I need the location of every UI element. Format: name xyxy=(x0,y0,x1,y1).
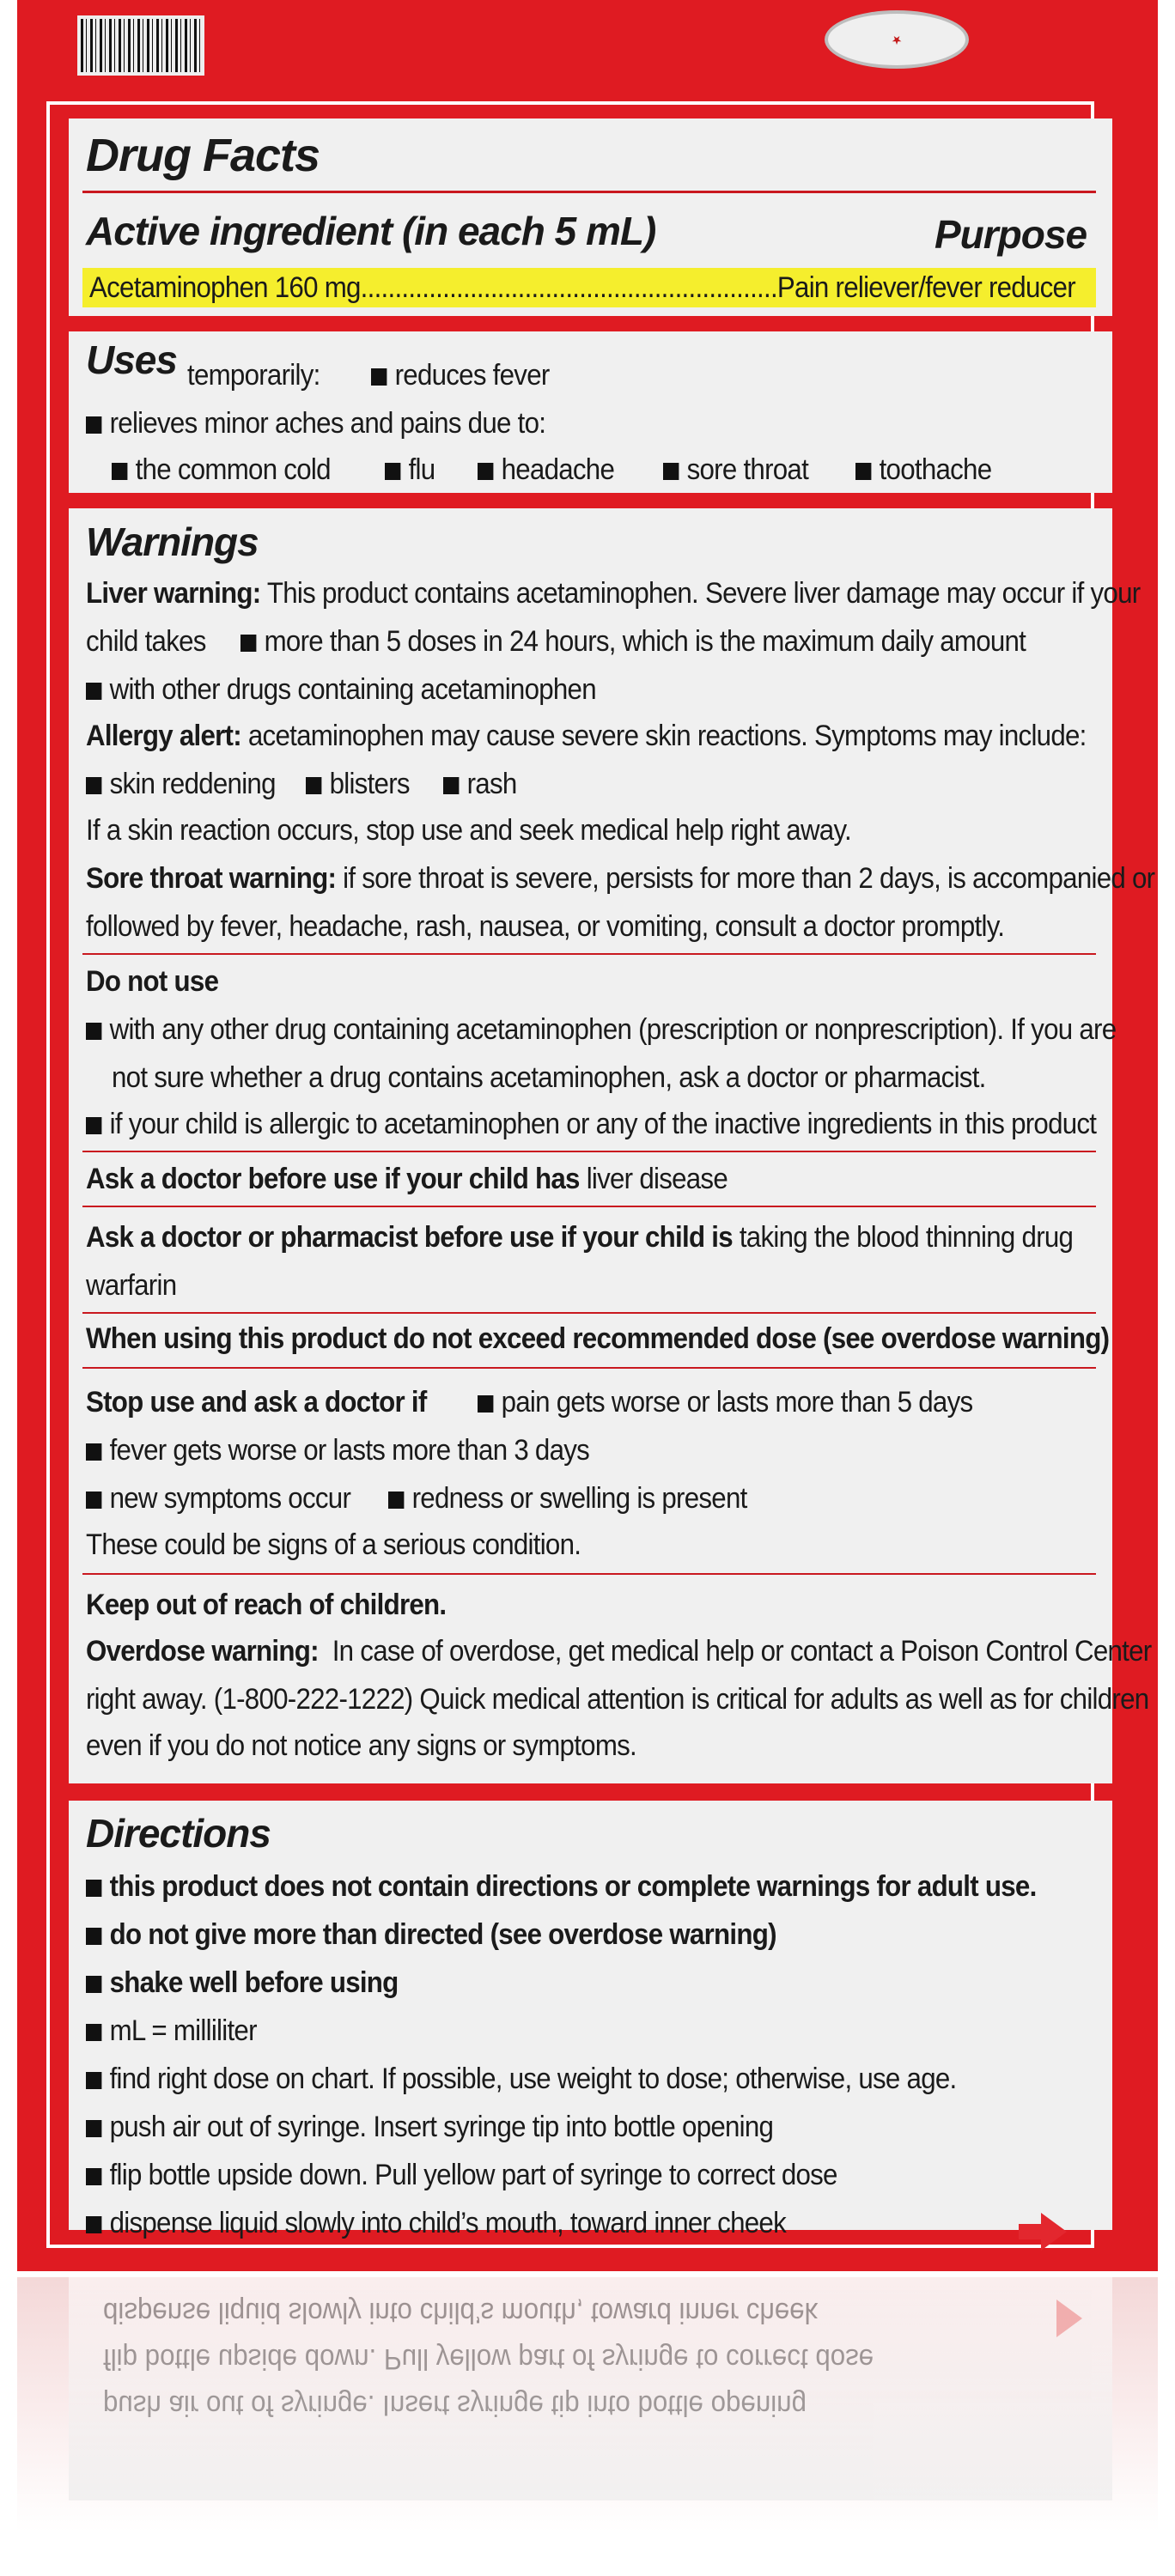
bullet-icon xyxy=(86,1492,101,1509)
section-divider xyxy=(82,1367,1096,1369)
directions-item: mL = milliliter xyxy=(86,2014,257,2048)
ask-pharmacist: Ask a doctor or pharmacist before use if your child is taking the blood thinning drug xyxy=(86,1221,1074,1254)
bullet-icon xyxy=(86,2168,101,2185)
liver-warning-cont: child takes xyxy=(86,625,206,658)
sore-throat-warning: Sore throat warning: if sore throat is severe, persists for more than 2 days, is accompanied or xyxy=(86,862,1155,895)
section-divider xyxy=(82,1206,1096,1207)
bullet-icon xyxy=(371,368,387,386)
bullet-icon xyxy=(86,683,101,700)
bullet-icon xyxy=(86,2120,101,2137)
section-divider xyxy=(82,953,1096,955)
bullet-icon xyxy=(855,463,871,480)
allergy-after: If a skin reaction occurs, stop use and seek medical help right away. xyxy=(86,814,852,847)
bullet-icon xyxy=(86,1880,101,1897)
section-divider xyxy=(82,1151,1096,1152)
active-ingredient-heading: Active ingredient (in each 5 mL) xyxy=(86,209,656,253)
when-using: When using this product do not exceed recommended dose (see overdose warning) xyxy=(86,1322,1110,1355)
allergy-alert: Allergy alert: acetaminophen may cause severe skin reactions. Symptoms may include: xyxy=(86,720,1087,752)
title-rule xyxy=(82,191,1096,193)
overdose-cont-1: right away. (1-800-222-1222) Quick medical attention is critical for adults as well as for children xyxy=(86,1683,1149,1716)
stop-bullet-4: redness or swelling is present xyxy=(388,1482,747,1516)
bullet-icon xyxy=(86,1976,101,1993)
directions-item: push air out of syringe. Insert syringe tip into bottle opening xyxy=(86,2111,773,2144)
uses-condition: sore throat xyxy=(663,453,808,487)
seal-badge: ★ xyxy=(825,10,969,69)
box-top-flap xyxy=(34,0,1141,76)
reflection-line: dispense liquid slowly into child’s mouth, toward inner cheek xyxy=(103,2296,819,2329)
bullet-icon xyxy=(443,777,459,794)
reflection-arrow-icon xyxy=(1056,2300,1082,2337)
reflection-panel xyxy=(69,2277,1112,2500)
liver-bullet-2: with other drugs containing acetaminophen xyxy=(86,673,596,707)
continue-arrow-icon xyxy=(1019,2224,1043,2239)
bullet-icon xyxy=(86,2216,101,2233)
uses-title: Uses xyxy=(86,337,177,382)
bullet-icon xyxy=(478,1395,493,1413)
allergy-item: skin reddening xyxy=(86,768,276,801)
warnings-title: Warnings xyxy=(86,519,259,564)
do-not-use-bullet-2: if your child is allergic to acetaminophen or any of the inactive ingredients in this product xyxy=(86,1108,1096,1141)
bullet-icon xyxy=(86,2072,101,2089)
uses-condition: headache xyxy=(478,453,614,487)
stop-bullet-1: pain gets worse or lasts more than 5 days xyxy=(478,1386,972,1419)
directions-bold-item: do not give more than directed (see overdose warning) xyxy=(86,1918,776,1952)
stop-use-title: Stop use and ask a doctor if xyxy=(86,1386,427,1419)
stop-bullet-2: fever gets worse or lasts more than 3 days xyxy=(86,1434,589,1467)
reflection-line: flip bottle upside down. Pull yellow part of syringe to correct dose xyxy=(103,2342,874,2375)
uses-condition: the common cold xyxy=(112,453,331,487)
uses-item-2: relieves minor aches and pains due to: xyxy=(86,407,545,440)
uses-condition: toothache xyxy=(855,453,991,487)
do-not-use-title: Do not use xyxy=(86,965,219,998)
uses-item-1: reduces fever xyxy=(371,359,550,392)
surface-reflection xyxy=(17,2277,1158,2576)
bullet-icon xyxy=(86,416,101,434)
reflection-line: push air out of syringe. Insert syringe tip into bottle opening xyxy=(103,2389,807,2421)
bullet-icon xyxy=(86,1023,101,1040)
ask-pharmacist-cont: warfarin xyxy=(86,1269,177,1302)
allergy-item: rash xyxy=(443,768,517,801)
bullet-icon xyxy=(478,463,493,480)
sore-throat-cont: followed by fever, headache, rash, nausea, or vomiting, consult a doctor promptly. xyxy=(86,910,1005,943)
directions-item: flip bottle upside down. Pull yellow part of syringe to correct dose xyxy=(86,2159,837,2192)
keep-out-of-reach: Keep out of reach of children. xyxy=(86,1589,447,1621)
bullet-icon xyxy=(86,777,101,794)
bullet-icon xyxy=(388,1492,404,1509)
directions-item: dispense liquid slowly into child’s mouth, toward inner cheek xyxy=(86,2207,786,2240)
bullet-icon xyxy=(240,635,256,652)
bullet-icon xyxy=(86,1928,101,1945)
drug-facts-title: Drug Facts xyxy=(86,130,320,181)
uses-intro: temporarily: xyxy=(187,359,320,392)
overdose-cont-2: even if you do not notice any signs or symptoms. xyxy=(86,1729,637,1762)
directions-item: find right dose on chart. If possible, use weight to dose; otherwise, use age. xyxy=(86,2063,956,2096)
allergy-item: blisters xyxy=(306,768,410,801)
bullet-icon xyxy=(86,1117,101,1134)
overdose-warning: Overdose warning: In case of overdose, get medical help or contact a Poison Control Center xyxy=(86,1635,1152,1668)
bullet-icon xyxy=(385,463,400,480)
bullet-icon xyxy=(112,463,127,480)
bullet-icon xyxy=(306,777,321,794)
bullet-icon xyxy=(86,1443,101,1461)
section-divider xyxy=(82,1312,1096,1314)
barcode xyxy=(77,15,204,76)
purpose-heading: Purpose xyxy=(935,212,1087,257)
do-not-use-bullet-1-cont: not sure whether a drug contains acetaminophen, ask a doctor or pharmacist. xyxy=(112,1061,986,1094)
directions-bold-item: shake well before using xyxy=(86,1966,399,2000)
liver-warning: Liver warning: This product contains acetaminophen. Severe liver damage may occur if your xyxy=(86,577,1141,610)
ask-doctor: Ask a doctor before use if your child has liver disease xyxy=(86,1163,728,1195)
ingredient-line: Acetaminophen 160 mg.............................................................Pain reliever/fever reducer xyxy=(89,271,1075,304)
stop-after: These could be signs of a serious condition. xyxy=(86,1528,581,1561)
bullet-icon xyxy=(86,2024,101,2041)
do-not-use-bullet-1: with any other drug containing acetaminophen (prescription or nonprescription). If you are xyxy=(86,1013,1116,1047)
directions-title: Directions xyxy=(86,1811,271,1856)
directions-bold-item: this product does not contain directions or complete warnings for adult use. xyxy=(86,1870,1037,1904)
continue-arrow-icon xyxy=(1041,2213,1067,2251)
stop-bullet-3: new symptoms occur xyxy=(86,1482,350,1516)
liver-bullet-1: more than 5 doses in 24 hours, which is the maximum daily amount xyxy=(240,625,1026,659)
uses-condition: flu xyxy=(385,453,435,487)
bullet-icon xyxy=(663,463,679,480)
section-divider xyxy=(82,1573,1096,1575)
